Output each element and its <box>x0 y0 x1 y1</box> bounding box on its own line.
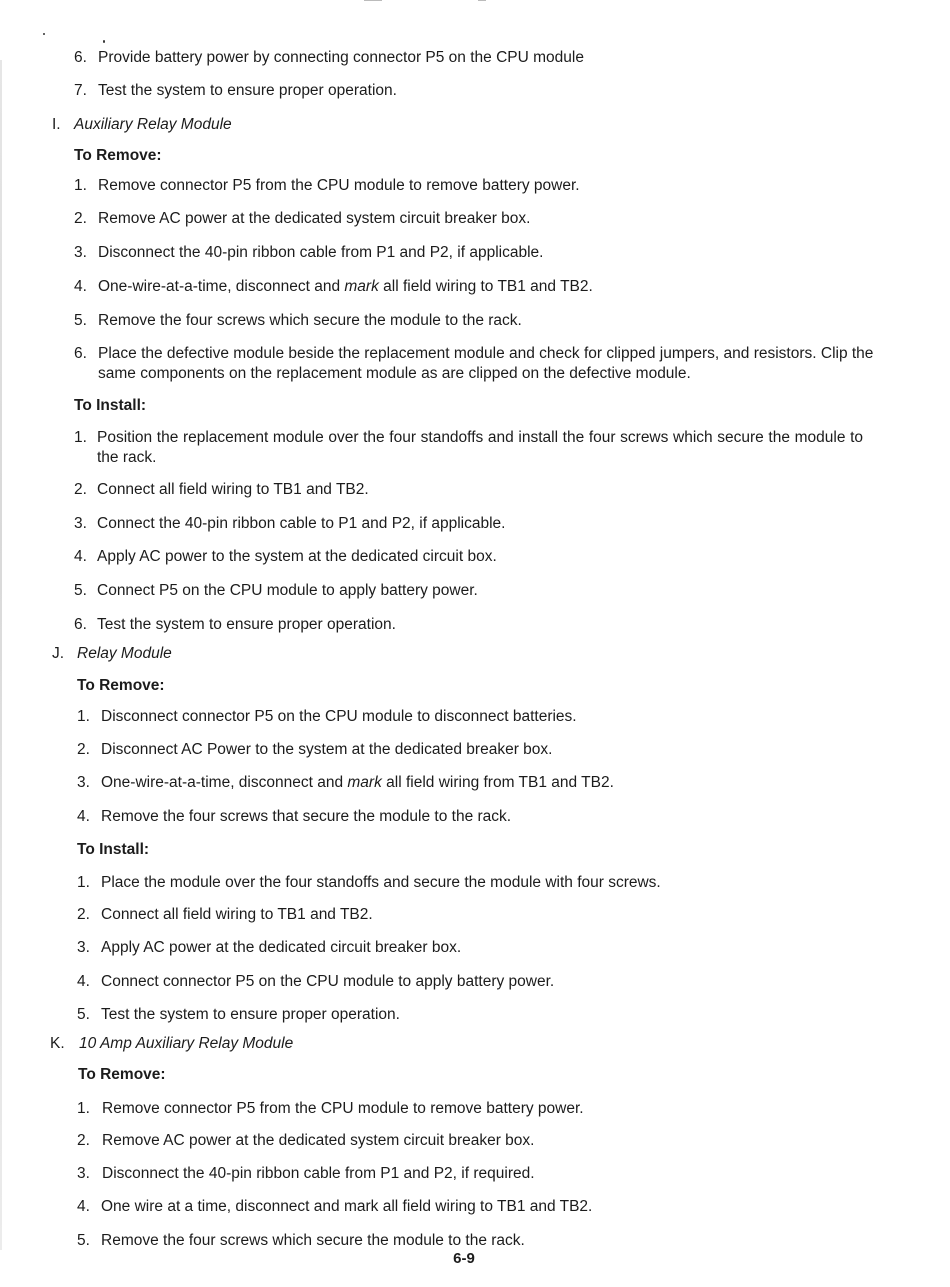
step-text: Remove connector P5 from the CPU module to remove battery power. <box>102 1100 584 1117</box>
step-number: 4. <box>74 278 87 295</box>
step-number: 7. <box>74 82 87 99</box>
step-text: Connect P5 on the CPU module to apply battery power. <box>97 582 478 599</box>
step-number: 1. <box>74 429 87 446</box>
step-text: Remove connector P5 from the CPU module to remove battery power. <box>98 177 580 194</box>
step-text: Test the system to ensure proper operation. <box>97 616 396 633</box>
section-title: Auxiliary Relay Module <box>74 116 232 133</box>
step-number: 5. <box>77 1232 90 1249</box>
step-text-part: all field wiring to TB1 and TB2. <box>378 278 593 295</box>
step-text: Position the replacement module over the four standoffs and install the four screws which secure the module to the rack. <box>97 429 863 466</box>
step-text: Apply AC power at the dedicated circuit breaker box. <box>101 939 462 956</box>
scan-speck <box>103 40 105 43</box>
step-number: 3. <box>77 939 90 956</box>
scan-smudge <box>364 0 382 1</box>
step-text-part: all field wiring from TB1 and TB2. <box>381 774 614 791</box>
step-number: 5. <box>74 312 87 329</box>
step-text: Connect all field wiring to TB1 and TB2. <box>97 481 369 498</box>
step-text: Disconnect connector P5 on the CPU module to disconnect batteries. <box>101 708 577 725</box>
scan-speck <box>43 33 45 35</box>
step-number: 3. <box>74 515 87 532</box>
scan-edge-shadow <box>0 60 2 1250</box>
step-text: Provide battery power by connecting connector P5 on the CPU module <box>98 49 584 66</box>
emphasis-text: mark <box>347 774 382 791</box>
step-number: 5. <box>74 582 87 599</box>
step-text: Connect connector P5 on the CPU module to apply battery power. <box>101 973 555 990</box>
section-letter: I. <box>52 116 61 133</box>
step-number: 1. <box>74 177 87 194</box>
step-text: Place the module over the four standoffs and secure the module with four screws. <box>101 874 661 891</box>
step-text: Remove the four screws which secure the module to the rack. <box>98 312 522 329</box>
step-text: Remove the four screws that secure the module to the rack. <box>101 808 512 825</box>
emphasis-text: mark <box>344 278 379 295</box>
step-text: Remove AC power at the dedicated system circuit breaker box. <box>98 210 531 227</box>
step-number: 5. <box>77 1006 90 1023</box>
step-text: Disconnect AC Power to the system at the dedicated breaker box. <box>101 741 553 758</box>
scan-smudge <box>478 0 486 1</box>
step-number: 1. <box>77 874 90 891</box>
step-text: Place the defective module beside the replacement module and check for clipped jumpers, and resistors. Clip the same components on the replacement module as are clipped on the defective module. <box>98 345 874 382</box>
step-number: 2. <box>74 481 87 498</box>
install-heading: To Install: <box>77 841 150 858</box>
section-title: 10 Amp Auxiliary Relay Module <box>79 1035 294 1052</box>
page-number: 6-9 <box>453 1250 475 1267</box>
section-letter: J. <box>52 645 65 662</box>
step-text: Test the system to ensure proper operation. <box>101 1006 400 1023</box>
step-text: Connect all field wiring to TB1 and TB2. <box>101 906 373 923</box>
step-text: Connect the 40-pin ribbon cable to P1 and P2, if applicable. <box>97 515 506 532</box>
step-number: 6. <box>74 616 87 633</box>
step-text: Disconnect the 40-pin ribbon cable from P1 and P2, if required. <box>102 1165 535 1182</box>
step-number: 2. <box>77 906 90 923</box>
step-number: 1. <box>77 708 90 725</box>
step-text: Disconnect the 40-pin ribbon cable from P1 and P2, if applicable. <box>98 244 544 261</box>
step-text: One wire at a time, disconnect and mark all field wiring to TB1 and TB2. <box>101 1198 593 1215</box>
step-text <box>101 773 614 793</box>
step-text: Remove AC power at the dedicated system circuit breaker box. <box>102 1132 535 1149</box>
step-number: 4. <box>74 548 87 565</box>
step-text: Remove the four screws which secure the module to the rack. <box>101 1232 525 1249</box>
step-number: 6. <box>74 49 87 66</box>
step-text <box>98 277 593 297</box>
section-title: Relay Module <box>77 645 172 662</box>
step-number: 4. <box>77 808 90 825</box>
step-text: Apply AC power to the system at the dedicated circuit box. <box>97 548 497 565</box>
section-letter: K. <box>50 1035 65 1052</box>
step-text-part: One-wire-at-a-time, disconnect and <box>101 774 348 791</box>
step-number: 1. <box>77 1100 90 1117</box>
remove-heading: To Remove: <box>74 147 162 164</box>
step-number: 6. <box>74 345 87 362</box>
step-number: 2. <box>74 210 87 227</box>
step-number: 3. <box>77 1165 90 1182</box>
remove-heading: To Remove: <box>78 1066 166 1083</box>
remove-heading: To Remove: <box>77 677 165 694</box>
step-number: 2. <box>77 741 90 758</box>
step-number: 2. <box>77 1132 90 1149</box>
step-text: Test the system to ensure proper operation. <box>98 82 397 99</box>
step-number: 3. <box>74 244 87 261</box>
step-number: 4. <box>77 1198 90 1215</box>
step-number: 3. <box>77 774 90 791</box>
step-number: 4. <box>77 973 90 990</box>
step-text-part: One-wire-at-a-time, disconnect and <box>98 278 345 295</box>
install-heading: To Install: <box>74 397 147 414</box>
